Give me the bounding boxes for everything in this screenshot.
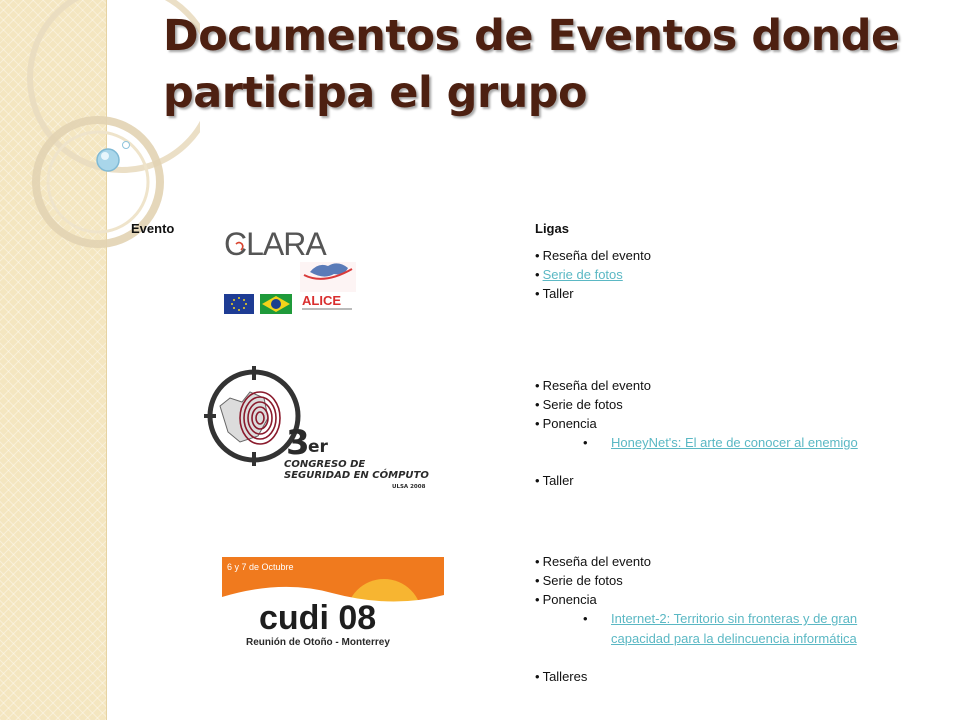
clara-logo-text: CLARA bbox=[224, 226, 326, 262]
link-talleres: • Talleres bbox=[535, 667, 911, 686]
cudi-logo bbox=[222, 557, 444, 653]
congreso-line3: ULSA 2008 bbox=[392, 484, 426, 490]
event-1-links bbox=[535, 246, 651, 303]
clara-alice-logo bbox=[222, 220, 362, 318]
cudi-date: 6 y 7 de Octubre bbox=[227, 562, 294, 572]
congreso-sup: er bbox=[308, 437, 328, 457]
link-serie-fotos: • Serie de fotos bbox=[535, 571, 911, 590]
alice-logo-text: ALICE bbox=[302, 293, 341, 308]
link-taller: • Taller bbox=[535, 471, 911, 490]
link-resena: • Reseña del evento bbox=[535, 246, 651, 265]
ponencia-sublist-item bbox=[535, 433, 911, 453]
link-ponencia: • Ponencia bbox=[535, 414, 911, 433]
link-resena: • Reseña del evento bbox=[535, 552, 911, 571]
congreso-number: 3 bbox=[286, 423, 310, 463]
cudi-subtitle: Reunión de Otoño - Monterrey bbox=[246, 637, 390, 648]
internet2-ponencia-link[interactable]: Internet-2: Territorio sin fronteras y de gran capacidad para la delincuencia informática bbox=[611, 611, 858, 646]
link-serie-fotos: • Serie de fotos bbox=[535, 395, 911, 414]
honeynet-ponencia-link[interactable]: HoneyNet's: El arte de conocer al enemigo bbox=[611, 435, 858, 450]
link-taller: • Taller bbox=[535, 284, 651, 303]
slide-title: Documentos de Eventos donde participa el grupo bbox=[163, 11, 900, 118]
link-resena: • Reseña del evento bbox=[535, 376, 911, 395]
congreso-line1: CONGRESO DE bbox=[284, 459, 366, 470]
header-ligas: Ligas bbox=[535, 221, 569, 236]
header-evento: Evento bbox=[131, 221, 175, 236]
link-serie-fotos-item bbox=[535, 265, 651, 284]
cudi-name: cudi 08 bbox=[259, 599, 377, 637]
event-3-links bbox=[535, 552, 911, 686]
serie-fotos-link[interactable]: Serie de fotos bbox=[542, 267, 623, 282]
ponencia-sublist-item bbox=[535, 609, 911, 649]
ponencia-sub-item bbox=[580, 433, 911, 453]
event-2-links bbox=[535, 376, 911, 490]
link-ponencia: • Ponencia bbox=[535, 590, 911, 609]
congreso-line2: SEGURIDAD EN CÓMPUTO bbox=[284, 470, 429, 481]
ponencia-sub-item bbox=[580, 609, 911, 649]
congreso-seguridad-logo bbox=[204, 366, 434, 491]
